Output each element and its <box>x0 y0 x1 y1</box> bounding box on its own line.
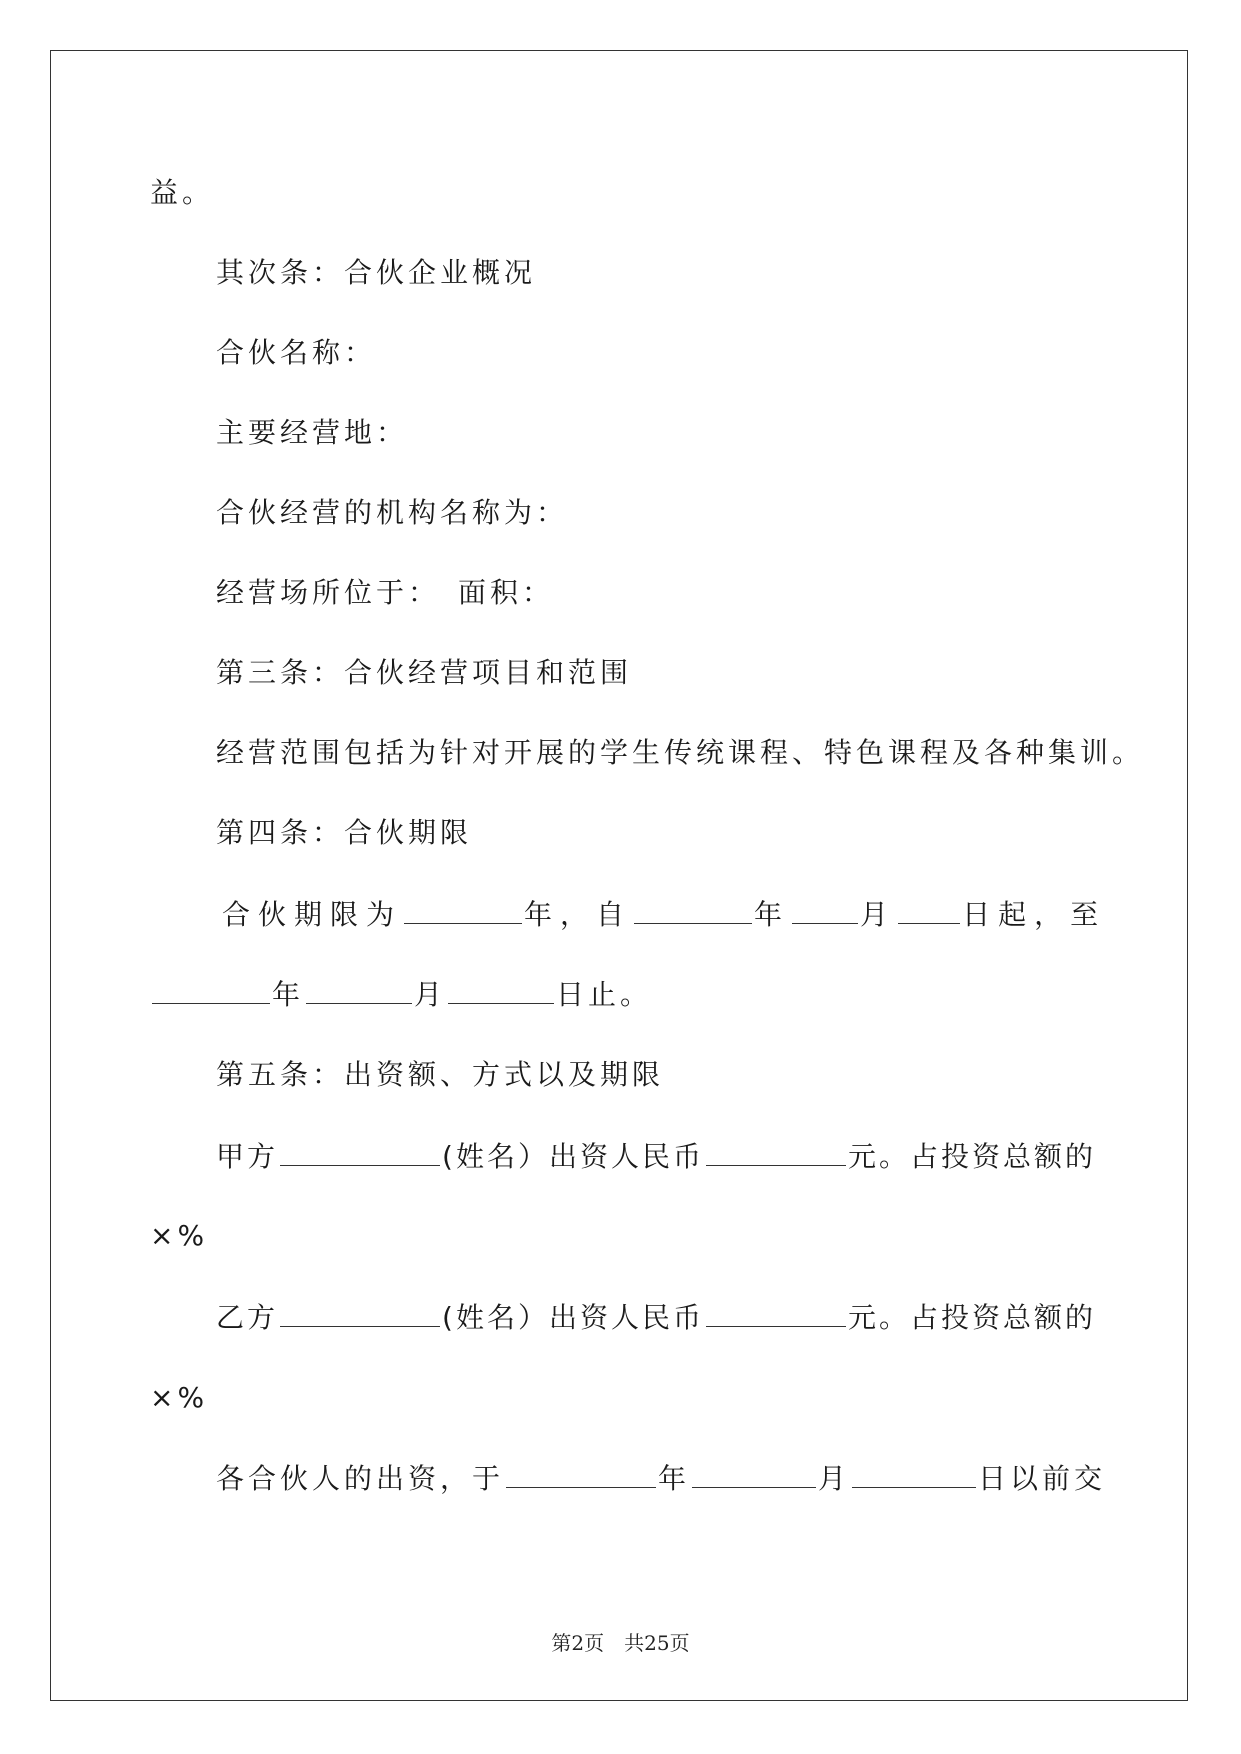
party-b-name-blank[interactable] <box>280 1300 440 1327</box>
term-text-g: 月 <box>414 978 447 1011</box>
end-month-blank[interactable] <box>306 977 412 1004</box>
party-b-mid: (姓名）出资人民币 <box>442 1301 704 1334</box>
party-a-amount-blank[interactable] <box>706 1139 846 1166</box>
start-month-blank[interactable] <box>792 897 858 924</box>
main-location-line: 主要经营地： <box>216 416 409 449</box>
term-text-e: 日起，至 <box>962 898 1107 931</box>
deadline-text-b: 年 <box>658 1462 691 1495</box>
party-a-suffix: 元。占投资总额的 <box>847 1140 1096 1173</box>
party-a-percent: ×% <box>150 1219 209 1252</box>
years-blank[interactable] <box>404 897 522 924</box>
party-a-prefix: 甲方 <box>216 1140 279 1173</box>
term-line-1 <box>222 897 1106 932</box>
party-b-prefix: 乙方 <box>216 1301 279 1334</box>
party-b-suffix: 元。占投资总额的 <box>847 1301 1096 1334</box>
premises-line: 经营场所位于： 面积： <box>216 576 555 609</box>
text-line: 益。 <box>150 176 215 209</box>
party-b-percent: ×% <box>150 1381 209 1414</box>
article-3-heading: 第三条：合伙经营项目和范围 <box>216 656 633 689</box>
party-a-mid: (姓名）出资人民币 <box>442 1140 704 1173</box>
deadline-year-blank[interactable] <box>506 1461 656 1488</box>
page-number: 第2页 <box>551 1631 605 1655</box>
term-line-2 <box>150 977 652 1012</box>
organization-name-line: 合伙经营的机构名称为： <box>216 496 569 529</box>
start-year-blank[interactable] <box>634 897 752 924</box>
term-text-a: 合伙期限为 <box>222 898 403 931</box>
term-text-c: 年 <box>754 898 791 931</box>
partnership-name-line: 合伙名称： <box>216 336 377 369</box>
term-text-h: 日止。 <box>556 978 653 1011</box>
page-footer <box>0 1627 1241 1656</box>
article-2-heading: 其次条：合伙企业概况 <box>216 256 537 289</box>
deadline-text-c: 月 <box>818 1462 851 1495</box>
end-year-blank[interactable] <box>152 977 270 1004</box>
article-4-heading: 第四条：合伙期限 <box>216 816 473 849</box>
term-text-f: 年 <box>272 978 305 1011</box>
start-day-blank[interactable] <box>898 897 960 924</box>
page-total: 共25页 <box>624 1631 690 1655</box>
term-text-b: 年，自 <box>524 898 633 931</box>
party-a-line <box>216 1139 1096 1174</box>
deadline-text-d: 日以前交 <box>978 1462 1107 1495</box>
business-scope-line: 经营范围包括为针对开展的学生传统课程、特色课程及各种集训。 <box>216 736 1145 769</box>
contribution-deadline-line <box>216 1461 1106 1496</box>
article-5-heading: 第五条：出资额、方式以及期限 <box>216 1058 665 1091</box>
party-b-line <box>216 1300 1096 1335</box>
deadline-day-blank[interactable] <box>852 1461 976 1488</box>
deadline-month-blank[interactable] <box>692 1461 816 1488</box>
party-a-name-blank[interactable] <box>280 1139 440 1166</box>
deadline-text-a: 各合伙人的出资，于 <box>216 1462 505 1495</box>
term-text-d: 月 <box>860 898 897 931</box>
end-day-blank[interactable] <box>448 977 554 1004</box>
party-b-amount-blank[interactable] <box>706 1300 846 1327</box>
page-frame <box>50 50 1188 1701</box>
